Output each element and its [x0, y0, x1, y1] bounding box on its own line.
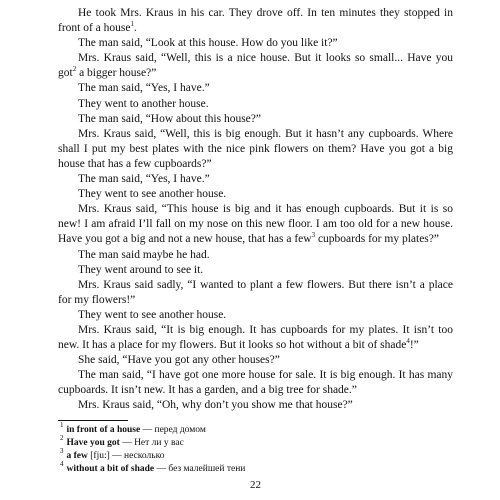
paragraph: [58, 308, 453, 323]
paragraph-text: They went to another house.: [78, 97, 209, 110]
paragraph-text: Mrs. Kraus said, “It is big enough. It has cupboards for my plates. It isn’t too new. It has a place for my flowers. But it looks so hot without a bit of shade: [58, 323, 453, 352]
paragraph-text: The man said maybe he had.: [78, 248, 210, 261]
footnote-term: in front of a house: [66, 424, 141, 435]
paragraph: [58, 263, 453, 278]
footnote-number: 3: [60, 447, 64, 456]
paragraph-text: She said, “Have you got any other houses?”: [78, 354, 280, 367]
footnote-term: a few: [66, 450, 88, 461]
paragraph: [58, 398, 453, 413]
paragraph: [58, 248, 453, 263]
paragraph-text: a bigger house?”: [76, 67, 157, 80]
paragraph: [58, 127, 453, 172]
footnote: [58, 447, 453, 463]
paragraph: [58, 172, 453, 187]
footnote-ref: 1: [130, 20, 134, 29]
footnote-term: Have you got: [66, 437, 120, 448]
paragraph-text: Mrs. Kraus said, “Well, this is a nice house. But it looks so small... Have you got: [58, 52, 453, 80]
footnote: [58, 421, 453, 437]
paragraph: [58, 51, 453, 81]
paragraph-text: cupboards for my plates?”: [315, 233, 439, 246]
paragraph-text: They went to see another house.: [78, 308, 227, 321]
paragraph-text: Mrs. Kraus said sadly, “I wanted to plant a few flowers. But there isn’t a place for my flowers!”: [58, 278, 453, 306]
paragraph: [58, 97, 453, 112]
paragraph-text: The man said, “Yes, I have.”: [78, 173, 210, 186]
footnote-gloss: — Нет ли у вас: [119, 437, 184, 448]
footnote: [58, 460, 453, 476]
paragraph: [58, 353, 453, 368]
paragraph: [58, 36, 453, 51]
paragraph: [58, 81, 453, 96]
footnote: [58, 434, 453, 450]
paragraph-text: The man said, “Yes, I have.”: [78, 82, 210, 95]
book-page: [58, 6, 453, 496]
paragraph: [58, 278, 453, 308]
footnote-number: 2: [60, 434, 64, 443]
paragraph-text: Mrs. Kraus said, “Oh, why don’t you show me that house?”: [78, 399, 353, 412]
footnote-ref: 3: [311, 231, 316, 240]
footnote-term: without a bit of shade: [66, 463, 155, 474]
story-text: [58, 6, 453, 414]
footnote-number: 1: [60, 421, 64, 430]
paragraph: [58, 187, 453, 202]
page-number: 22: [250, 478, 261, 491]
footnote-gloss: — без малейшей тени: [154, 463, 246, 474]
paragraph-text: He took Mrs. Kraus in his car. They drove off. In ten minutes they stopped in front of a house: [58, 7, 453, 35]
footnote-ref: 4: [406, 337, 410, 346]
paragraph: [58, 368, 453, 398]
paragraph: [58, 202, 453, 247]
paragraph: [58, 6, 453, 36]
footnote-rule: [58, 420, 128, 421]
paragraph: [58, 112, 453, 127]
paragraph-text: The man said, “Look at this house. How do you like it?”: [78, 37, 338, 50]
paragraph-text: They went to see another house.: [78, 188, 227, 201]
footnote-gloss: — перед домом: [140, 424, 206, 435]
paragraph-text: The man said, “How about this house?”: [78, 112, 261, 125]
paragraph-text: Mrs. Kraus said, “This house is big and it has enough cupboards. But it is so new! I am afraid I’ll fall on my nose on this new floor. I am too old for a new house. Have you got a big and not a new house, that has a few: [58, 203, 453, 246]
footnote-number: 4: [60, 460, 64, 469]
paragraph-text: They went around to see it.: [78, 263, 204, 276]
footnote-ref: 2: [72, 65, 77, 74]
footnotes: [58, 421, 453, 476]
paragraph-text: The man said, “I have got one more house for sale. It is big enough. It has many cupboards. It isn’t new. It has a garden, and a big tree for shade.”: [58, 369, 453, 397]
paragraph-text: .: [134, 22, 137, 35]
footnote-gloss: [fju:] — несколько: [87, 450, 165, 461]
paragraph-text: Mrs. Kraus said, “Well, this is big enough. But it hasn’t any cupboards. Where shall I put my best plates with the nice pink flowers on them? Have you got a big house that has a few cupboards?”: [58, 127, 453, 170]
paragraph: [58, 323, 453, 353]
paragraph-text: !”: [409, 339, 419, 352]
